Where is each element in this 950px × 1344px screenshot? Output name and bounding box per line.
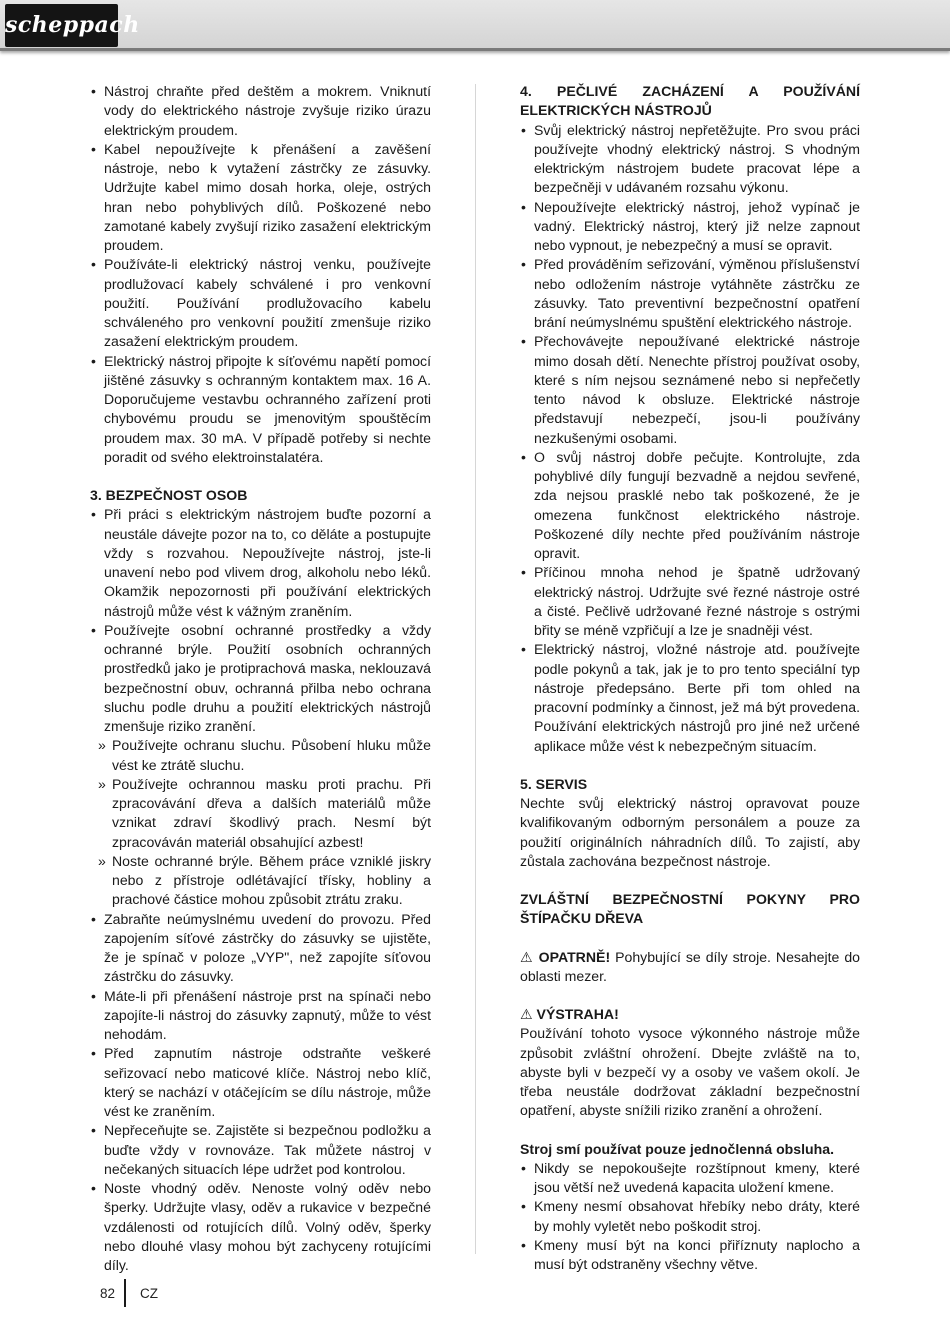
list-item: • Noste vhodný oděv. Nenoste volný oděv nebo šperky. Udržujte vlasy, oděv a rukavice v bezpečné vzdálenosti od rotujících dílů. Volný oděv, šperky nebo dlouhé vlasy mohou být zachyceny rotujícími díly. [90, 1179, 431, 1275]
list-item: • Nikdy se nepokoušejte rozštípnout kmeny, které jsou větší než uvedená kapacita uložení kmene. [520, 1159, 860, 1198]
left-column [90, 82, 431, 1275]
footer-divider [124, 1279, 126, 1307]
sub-list-item: » Noste ochranné brýle. Během práce vzniklé jiskry nebo z přístroje odlétávající třísky, hobliny a prachové částice mohou způsobit ztrátu zraku. [90, 852, 431, 910]
header-bar [0, 0, 950, 51]
section-heading-tool-use: 4. PEČLIVÉ ZACHÁZENÍ A POUŽÍVÁNÍ ELEKTRICKÝCH NÁSTROJŮ [520, 83, 860, 119]
list-item: • Před zapnutím nástroje odstraňte veškeré seřizovací nebo maticové klíče. Nástroj nebo klíč, který se nachází v otáčejícím se dílu nástroje, může vést ke zraněním. [90, 1044, 431, 1121]
list-item: • Nástroj chraňte před deštěm a mokrem. Vniknutí vody do elektrického nástroje zvyšuje riziko úrazu elektrickým proudem. [90, 82, 431, 140]
caution-text: Pohybující se díly stroje. Nesahejte do oblasti mezer. [520, 948, 861, 984]
language-code: CZ [140, 1286, 158, 1301]
sub-list-item: » Používejte ochrannou masku proti prachu. Při zpracovávání dřeva a dalších materiálů může vznikat zdraví škodlivý prach. Nesmí být zpracováván materiál obsahující azbest! [90, 775, 431, 852]
list-item: • Nepřeceňujte se. Zajistěte si bezpečnou podložku a buďte vždy v rovnováze. Tak můžete nástroj v nečekaných situacích lépe udržet pod kontrolou. [90, 1121, 431, 1179]
list-item: • Kmeny musí být na konci přiříznuty naplocho a musí být odstraněny všechny větve. [520, 1236, 860, 1275]
list-item: • Používejte osobní ochranné prostředky a vždy ochranné brýle. Použití osobních ochranných prostředků jako je protiprachová maska, neklouzavá bezpečnostní obuv, ochranná přilba nebo ochrana sluchu podle druhu a použití elektrických nástrojů zmenšuje riziko zranění. [90, 621, 431, 737]
list-item: • Kabel nepoužívejte k přenášení a zavěšení nástroje, nebo k vytažení zástrčky ze zásuvky. Udržujte kabel mimo dosah horka, oleje, ostrých hran nebo pohyblivých dílů. Poškozené nebo zamotané kabely zvyšují riziko zasažení elektrickým proudem. [90, 140, 431, 256]
section-heading-personal-safety: 3. BEZPEČNOST OSOB [90, 487, 248, 503]
caution-paragraph [520, 948, 860, 987]
warning-paragraph: Používání tohoto vysoce výkonného nástroje může způsobit zvláštní ohrožení. Dbejte zvláště na to, abyste byli v bezpečí vy a osoby ve vašem okolí. Je třeba neustále dodržovat základní bezpečnostní opatření, abyste snížili riziko zranění a ohrožení. [520, 1025, 860, 1119]
list-item: • Elektrický nástroj připojte k síťovému napětí pomocí jištěné zásuvky s ochranným kontaktem max. 16 A. Doporučujeme vestavbu ochranného zařízení proti chybovému proudu se jmenovitým spouštěcím proudem max. 30 mA. V případě potřeby si nechte poradit od svého elektroinstalatéra. [90, 352, 431, 468]
list-item: • Nepoužívejte elektrický nástroj, jehož vypínač je vadný. Elektrický nástroj, který již nelze zapnout nebo vypnout, je nebezpečný a musí se opravit. [520, 198, 860, 256]
section-heading-special-instructions: ZVLÁŠTNÍ BEZPEČNOSTNÍ POKYNY PRO ŠTÍPAČKU DŘEVA [520, 891, 860, 927]
list-item: • Máte-li při přenášení nástroje prst na spínači nebo zapojíte-li nástroj do zásuvky zapnutý, může to vést nehodám. [90, 987, 431, 1045]
warning-label: ⚠ VÝSTRAHA! [520, 1006, 619, 1022]
list-item: • Při práci s elektrickým nástrojem buďte pozorní a neustále dávejte pozor na to, co děláte a postupujte vždy s rozvahou. Nepoužívejte nástroj, jste-li unavení nebo pod vlivem drog, alkoholu nebo léků. Okamžik nepozornosti při používání elektrických nástrojů může vést k vážným zraněním. [90, 505, 431, 621]
list-item: • Svůj elektrický nástroj nepřetěžujte. Pro svou práci používejte vhodný elektrický nástroj. S vhodným elektrickým nástrojem budete pracovat lépe a bezpečněji v udávaném rozsahu výkonu. [520, 121, 860, 198]
list-item: • O svůj nástroj dobře pečujte. Kontrolujte, zda pohyblivé díly fungují bezvadně a nejdou sevřené, zda nejsou prasklé nebo tak poškozené, že je omezena funkčnost elektrického nástroje. Poškozené díly nechte před používáním nástroje opravit. [520, 448, 860, 564]
list-item: • Před prováděním seřizování, výměnou příslušenství nebo odložením nástroje vytáhněte zástrčku ze zásuvky. Tato preventivní bezpečnostní opatření brání neúmyslnému spuštění elektrického nástroje. [520, 255, 860, 332]
sub-list-item: » Používejte ochranu sluchu. Působení hluku může vést ke ztrátě sluchu. [90, 736, 431, 775]
list-item: • Používáte-li elektrický nástroj venku, používejte prodlužovací kabely schválené i pro venkovní použití. Používání prodlužovacího kabelu schváleného pro venkovní použití zmenšuje riziko zasažení elektrickým proudem. [90, 255, 431, 351]
column-divider [475, 84, 476, 1254]
list-item: • Přechovávejte nepoužívané elektrické nástroje mimo dosah dětí. Nenechte přístroj používat osoby, které s ním nejsou seznámené nebo si nepřečetly tento návod k obsluze. Elektrické nástroje představují nebezpečí, jsou-li používány nezkušenými osobami. [520, 332, 860, 448]
brand-logo: scheppach [5, 4, 118, 47]
list-item: • Elektrický nástroj, vložné nástroje atd. používejte podle pokynů a tak, jak je to pro tento speciální typ nástroje předepsáno. Berte při tom ohled na pracovní podmínky a činnost, jež má být provedena. Používání elektrických nástrojů pro jiné než určené aplikace může vést k nebezpečným situacím. [520, 640, 860, 756]
list-item: • Příčinou mnoha nehod je špatně udržovaný elektrický nástroj. Udržujte své řezné nástroje ostré a čisté. Pečlivě udržované řezné nástroje s ostrými břity se méně vzpřičují a lze je snadněji vést. [520, 563, 860, 640]
service-paragraph: Nechte svůj elektrický nástroj opravovat pouze kvalifikovaným odborným personálem a pouze za použití originálních náhradních dílů. To zajistí, aby zůstala zachována bezpečnost nástroje. [520, 795, 860, 869]
operator-heading: Stroj smí používat pouze jednočlenná obsluha. [520, 1140, 835, 1157]
section-heading-service: 5. SERVIS [520, 775, 588, 792]
caution-label: ⚠ OPATRNĚ! [520, 948, 611, 965]
right-column [520, 82, 860, 1274]
page-number: 82 [100, 1286, 116, 1301]
list-item: • Kmeny nesmí obsahovat hřebíky nebo dráty, které by mohly vyletět nebo poškodit stroj. [520, 1197, 860, 1236]
list-item: • Zabraňte neúmyslnému uvedení do provozu. Před zapojením síťové zástrčky do zásuvky se ujistěte, že je spínač v poloze „VYP", než zapojíte síťovou zástrčku do zásuvky. [90, 910, 431, 987]
